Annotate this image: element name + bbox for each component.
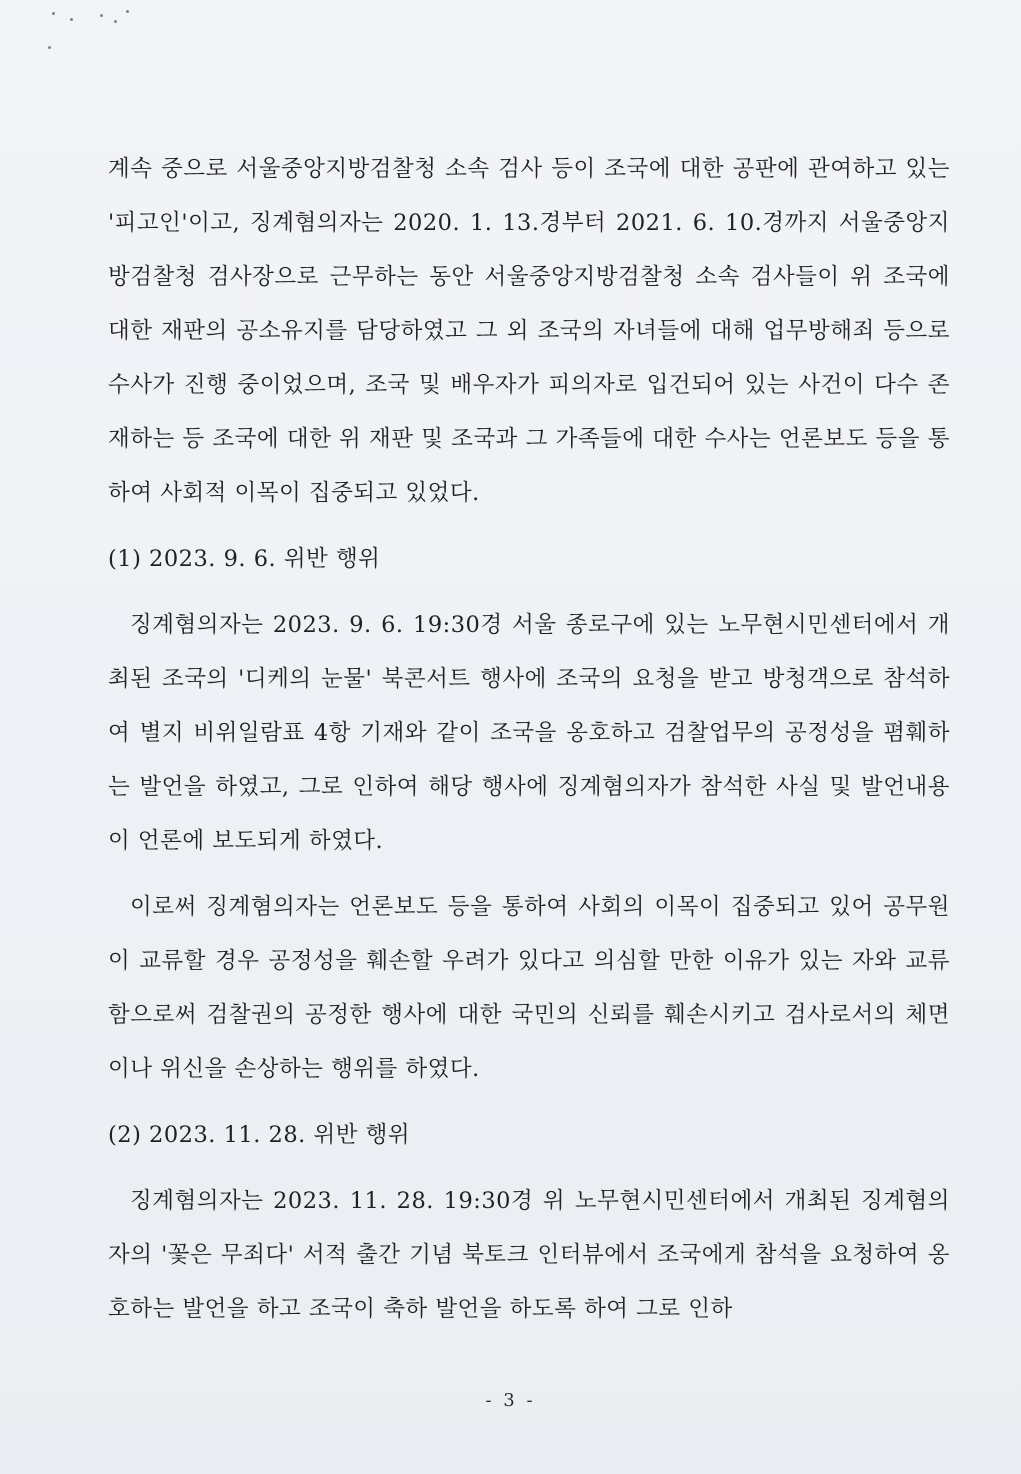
document-body — [108, 142, 950, 1336]
paragraph-section-2-facts: 징계혐의자는 2023. 11. 28. 19:30경 위 노무현시민센터에서 개최된 징계혐의자의 '꽃은 무죄다' 서적 출간 기념 북토크 인터뷰에서 조국에게 참석을 요청하여 옹호하는 발언을 하고 조국이 축하 발언을 하도록 하여 그로 인하 — [108, 1188, 950, 1322]
paragraph-section-1-facts: 징계혐의자는 2023. 9. 6. 19:30경 서울 종로구에 있는 노무현시민센터에서 개최된 조국의 '디케의 눈물' 북콘서트 행사에 조국의 요청을 받고 방청객으로 참석하여 별지 비위일람표 4항 기재와 같이 조국을 옹호하고 검찰업무의 공정성을 폄훼하는 발언을 하였고, 그로 인하여 해당 행사에 징계혐의자가 참석한 사실 및 발언내용이 언론에 보도되게 하였다. — [108, 612, 950, 854]
scan-specks — [30, 2, 150, 62]
section-heading-2: (2) 2023. 11. 28. 위반 행위 — [108, 1122, 411, 1148]
section-heading-1: (1) 2023. 9. 6. 위반 행위 — [108, 546, 381, 572]
paragraph-continuation: 계속 중으로 서울중앙지방검찰청 소속 검사 등이 조국에 대한 공판에 관여하고 있는 '피고인'이고, 징계혐의자는 2020. 1. 13.경부터 2021. 6. 10.경까지 서울중앙지방검찰청 검사장으로 근무하는 동안 서울중앙지방검찰청 소속 검사들이 위 조국에 대한 재판의 공소유지를 담당하였고 그 외 조국의 자녀들에 대해 업무방해죄 등으로 수사가 진행 중이었으며, 조국 및 배우자가 피의자로 입건되어 있는 사건이 다수 존재하는 등 조국에 대한 위 재판 및 조국과 그 가족들에 대한 수사는 언론보도 등을 통하여 사회적 이목이 집중되고 있었다. — [108, 156, 950, 506]
page-number: - 3 - — [485, 1390, 536, 1411]
paragraph-section-1-conclusion: 이로써 징계혐의자는 언론보도 등을 통하여 사회의 이목이 집중되고 있어 공무원이 교류할 경우 공정성을 훼손할 우려가 있다고 의심할 만한 이유가 있는 자와 교류함으로써 검찰권의 공정한 행사에 대한 국민의 신뢰를 훼손시키고 검사로서의 체면이나 위신을 손상하는 행위를 하였다. — [108, 894, 950, 1082]
